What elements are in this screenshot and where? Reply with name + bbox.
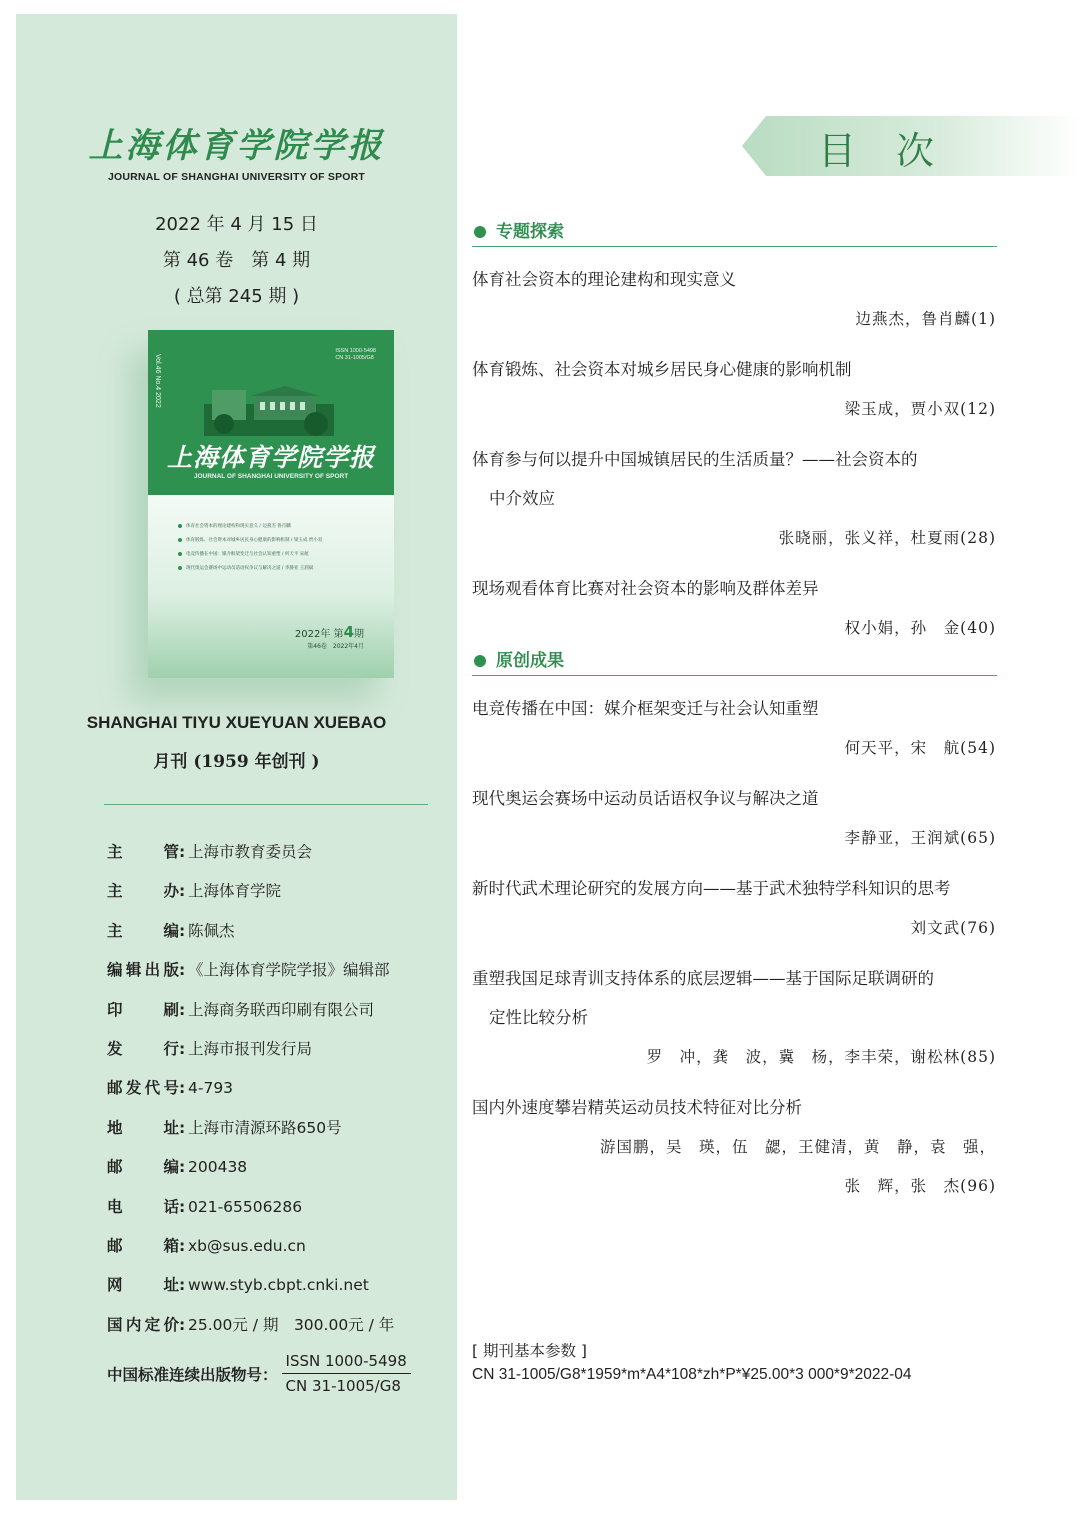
masthead — [107, 833, 447, 1399]
cover-article: 体育锻炼、社会资本对城乡居民身心健康的影响机制 / 梁玉成 贾小双 — [178, 533, 378, 547]
article-title-continued[interactable]: 中介效应 — [489, 489, 555, 508]
volume-issue: 第 46 卷 第 4 期 — [162, 250, 311, 271]
section-header: 专题探索 — [472, 221, 997, 247]
article-authors: 刘文武(76) — [910, 919, 996, 937]
cover-header — [148, 330, 394, 495]
cover-article: 体育社会资本的理论建构和现实意义 / 边燕杰 鲁肖麟 — [178, 519, 378, 533]
cover-body — [148, 495, 394, 678]
toc-heading: 目次 — [818, 129, 975, 173]
masthead-row: 主编 : 陈佩杰 — [107, 921, 235, 940]
journal-info-panel — [16, 14, 457, 1500]
masthead-row: 主管 : 上海市教育委员会 — [107, 843, 313, 861]
article-title[interactable]: 现场观看体育比赛对社会资本的影响及群体差异 — [472, 579, 819, 598]
cover-date: 第46卷 2022年4月 — [307, 643, 364, 650]
article-title[interactable]: 体育社会资本的理论建构和现实意义 — [472, 270, 736, 289]
issn-number: ISSN 1000-5498 — [282, 1349, 411, 1374]
masthead-row: 地址 : 上海市清源环路650号 — [107, 1118, 342, 1137]
article-authors: 边燕杰，鲁肖麟(1) — [855, 310, 996, 328]
cover-image — [148, 330, 394, 678]
article-authors: 何天平，宋 航(54) — [844, 739, 996, 757]
masthead-row: 印刷 : 上海商务联西印刷有限公司 — [107, 1000, 375, 1019]
issue-info — [16, 207, 457, 315]
article-authors: 罗 冲，龚 波，冀 杨，李丰荣，谢松林(85) — [646, 1048, 996, 1066]
masthead-row: 网址 : www.styb.cbpt.cnki.net — [107, 1276, 369, 1295]
cover-issn: ISSN 1000-5498 CN 31-1005/G8 — [335, 348, 376, 361]
cover-subtitle: JOURNAL OF SHANGHAI UNIVERSITY OF SPORT — [193, 473, 349, 480]
cover-volume-text: Vol.46 No.4 2022 — [154, 354, 161, 408]
masthead-row: 国内定价 : 25.00元 / 期 300.00元 / 年 — [107, 1315, 395, 1334]
article-title[interactable]: 重塑我国足球青训支持体系的底层逻辑——基于国际足联调研的 — [472, 969, 934, 988]
masthead-row: 邮箱 : xb@sus.edu.cn — [107, 1236, 306, 1255]
article-title[interactable]: 现代奥运会赛场中运动员话语权争议与解决之道 — [472, 789, 819, 808]
cover-article: 电竞传播在中国：媒介框架变迁与社会认知重塑 / 何天平 宋航 — [178, 547, 378, 561]
cover-article-list — [178, 519, 378, 575]
params-label: [ 期刊基本参数 ] — [472, 1342, 587, 1360]
masthead-row: 发行 : 上海市报刊发行局 — [107, 1039, 313, 1058]
article-authors-continued: 张 辉，张 杰(96) — [844, 1177, 996, 1195]
cn-number: CN 31-1005/G8 — [285, 1377, 401, 1396]
cover-article: 现代奥运会赛场中运动员话语权争议与解决之道 / 李静亚 王润斌 — [178, 561, 378, 575]
masthead-row: 邮发代号 : 4-793 — [107, 1079, 234, 1098]
journal-logo — [16, 118, 457, 183]
masthead-row: 邮编 : 200438 — [107, 1158, 248, 1177]
section-header: 原创成果 — [472, 650, 997, 676]
article-authors: 游国鹏，吴 瑛，伍 勰，王健清，黄 静，袁 强， — [599, 1138, 996, 1156]
bullet-icon — [474, 226, 486, 238]
cover-issue-label: 2022年 第4期 — [294, 623, 364, 641]
params-value: CN 31-1005/G8*1959*m*A4*108*zh*P*¥25.00*3 000*9*2022-04 — [472, 1366, 912, 1383]
issue-date: 2022 年 4 月 15 日 — [155, 214, 318, 235]
article-authors: 权小娟，孙 金(40) — [844, 619, 996, 637]
issn-label: 中国标准连续出版物号： — [107, 1366, 278, 1385]
masthead-row: 电话 : 021-65506286 — [107, 1197, 303, 1216]
issn-block — [107, 1349, 447, 1399]
article-title[interactable]: 新时代武术理论研究的发展方向——基于武术独特学科知识的思考 — [472, 879, 951, 898]
masthead-row: 主办 : 上海体育学院 — [107, 882, 282, 901]
bullet-icon — [474, 655, 486, 667]
divider — [104, 804, 428, 805]
article-authors: 梁玉成，贾小双(12) — [844, 400, 996, 418]
article-title[interactable]: 国内外速度攀岩精英运动员技术特征对比分析 — [472, 1098, 802, 1117]
total-issue: ( 总第 245 期 ) — [173, 286, 300, 307]
issn-values — [282, 1349, 411, 1399]
pinyin-name: SHANGHAI TIYU XUEYUAN XUEBAO — [86, 713, 387, 732]
building-illustration — [204, 386, 334, 436]
masthead-row: 编辑出版 : 《上海体育学院学报》编辑部 — [107, 961, 390, 980]
article-title-continued[interactable]: 定性比较分析 — [489, 1008, 588, 1027]
frequency: 月刊 (1959 年创刊 ) — [153, 752, 320, 772]
article-authors: 张晓丽，张义祥，杜夏雨(28) — [778, 529, 996, 547]
journal-name-en: JOURNAL OF SHANGHAI UNIVERSITY OF SPORT — [107, 171, 366, 183]
journal-name-cn: 上海体育学院学报 — [88, 126, 385, 166]
article-authors: 李静亚，王润斌(65) — [844, 829, 996, 847]
article-title[interactable]: 体育锻炼、社会资本对城乡居民身心健康的影响机制 — [472, 360, 852, 379]
cover-title: 上海体育学院学报 — [166, 443, 375, 472]
article-title[interactable]: 电竞传播在中国：媒介框架变迁与社会认知重塑 — [472, 699, 819, 718]
article-title[interactable]: 体育参与何以提升中国城镇居民的生活质量？——社会资本的 — [472, 450, 918, 469]
